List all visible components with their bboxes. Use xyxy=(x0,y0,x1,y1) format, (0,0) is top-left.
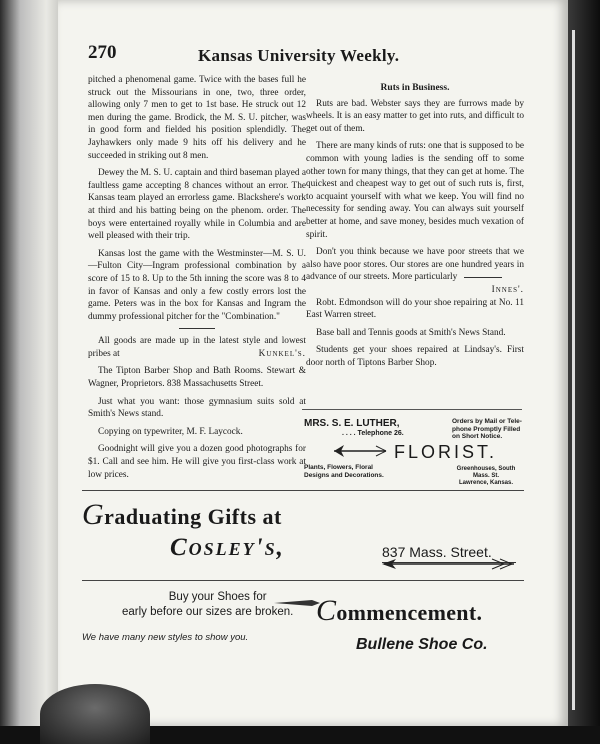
book-gutter xyxy=(0,0,58,726)
comm-initial: C xyxy=(316,594,337,627)
article-paragraph: There are many kinds of ruts: one that is supposed to be common with young ladies is the sending off to some other town for many things, that they can get at home. The quickest and cheapest way to get out of such ruts is, first, to acquaint yourself with what we keep. You will find no necessity for sending away. You can always suit yourself better at home, and save money, besides much vexation of spirit. xyxy=(306,141,524,240)
ad-kunkel xyxy=(88,335,306,360)
grad-initial: G xyxy=(82,498,105,531)
cosley-store-name: Cosley's, xyxy=(170,534,285,561)
article-heading: Ruts in Business. xyxy=(380,83,450,93)
article-paragraph xyxy=(306,246,524,295)
plants-line: Designs and Decorations. xyxy=(304,471,384,479)
grad-rest: raduating Gifts at xyxy=(104,504,282,529)
buy-line: Buy your Shoes for xyxy=(168,591,267,603)
new-styles-text: We have many new styles to show you. xyxy=(82,632,249,643)
signature-line xyxy=(464,277,502,278)
florist-name: MRS. S. E. LUTHER, xyxy=(304,418,400,429)
bullene-buy-text xyxy=(122,590,293,620)
next-page-edge xyxy=(568,0,600,726)
bullene-company: Bullene Shoe Co. xyxy=(356,636,488,653)
florist-telephone: . . . . Telephone 26. xyxy=(342,430,404,437)
signature-innes: Innes'. xyxy=(491,284,524,295)
paragraph-text: Don't you think because we have poor streets that we also have poor stores. Our stores are one hundred years in advance of our streets. More particularly xyxy=(306,247,524,283)
buy-line: early before our sizes are broken. xyxy=(122,606,294,618)
ad-tipton: The Tipton Barber Shop and Bath Rooms. Stewart & Wagner, Proprietors. 838 Massachusetts Street. xyxy=(88,366,306,390)
divider xyxy=(82,490,524,491)
luther-florist-ad xyxy=(302,412,522,484)
pointer-arrow-icon xyxy=(274,598,320,608)
thumb-shadow xyxy=(40,684,150,744)
comm-rest: ommencement. xyxy=(336,600,483,625)
greenhouse-line: Lawrence, Kansas. xyxy=(458,480,514,486)
article-paragraph: pitched a phenomenal game. Twice with the bases full he struck out the Missourians in one, two, three order, allowing only 7 men to get to 1st base. He struck out 12 men during the game. Brodick, the M. S. U. pitcher, was in good form and fielded his position splendidly. The Jayhawkers only made 9 hits off his delivery and he succeeded in striking out 8 men. xyxy=(88,75,306,161)
newspaper-page xyxy=(58,0,568,726)
arrow-icon xyxy=(380,558,520,570)
left-column xyxy=(88,74,306,486)
orders-line: on Short Notice. xyxy=(452,433,503,440)
ad-signature: Kunkel's. xyxy=(258,348,306,359)
right-column xyxy=(306,82,524,374)
page-number: 270 xyxy=(88,42,117,63)
divider xyxy=(302,409,522,410)
article-paragraph: Dewey the M. S. U. captain and third baseman played a faultless game accepting 8 chances without an error. The Kansas team played an errorless game. Blackshere's work at third and his batting being on the phenom. order. The boys were entertained royally while in Columbia and are well pleased with their trip. xyxy=(88,168,306,242)
florist-title: FLORIST. xyxy=(394,442,498,462)
ad-tennis: Base ball and Tennis goods at Smith's News Stand. xyxy=(316,327,506,338)
ad-gymnasium: Just what you want: those gymnasium suits sold at Smith's News stand. xyxy=(88,396,306,420)
florist-orders xyxy=(452,418,522,441)
orders-line: Orders by Mail or Tele- xyxy=(452,418,522,425)
divider xyxy=(179,328,215,329)
journal-title: Kansas University Weekly. xyxy=(198,46,400,65)
ad-laycock: Copying on typewriter, M. F. Laycock. xyxy=(98,426,243,437)
ad-lindsay: Students get your shoes repaired at Lindsay's. First door north of Tiptons Barber Shop. xyxy=(306,345,524,368)
graduating-gifts-heading xyxy=(82,498,282,532)
florist-greenhouses xyxy=(450,466,522,487)
florist-plants xyxy=(304,464,384,479)
ad-edmondson: Robt. Edmondson will do your shoe repairing at No. 11 East Warren street. xyxy=(306,297,524,321)
page-edge-strip xyxy=(572,30,575,710)
article-paragraph: Kansas lost the game with the Westminster—M. S. U.—Fulton City—Ingram professional combination by a score of 15 to 8. Up to the 5th inning the score was 8 to 4 in favor of Kansas and only a few costly errors lost the game. Peters was in the box for Kansas and Ingram the dummy professional pitcher for the "Combination." xyxy=(88,248,306,322)
arrow-icon xyxy=(332,444,390,458)
ad-text: All goods are made up in the latest style and lowest pribes at xyxy=(88,336,306,359)
divider xyxy=(82,580,524,581)
greenhouse-line: Greenhouses, South Mass. St. xyxy=(456,466,516,479)
plants-line: Plants, Flowers, Floral xyxy=(304,464,373,471)
orders-line: phone Promptly Filled xyxy=(452,425,521,433)
address-text: 837 Mass. Street. xyxy=(382,544,492,560)
article-paragraph: Ruts are bad. Webster says they are furrows made by wheels. It is an easy matter to get into ruts, and difficult to get out of them. xyxy=(306,98,524,134)
ad-goodnight: Goodnight will give you a dozen good photographs for $1. Call and see him. He will give you first-class work at low prices. xyxy=(88,444,306,480)
commencement-heading xyxy=(316,594,482,628)
